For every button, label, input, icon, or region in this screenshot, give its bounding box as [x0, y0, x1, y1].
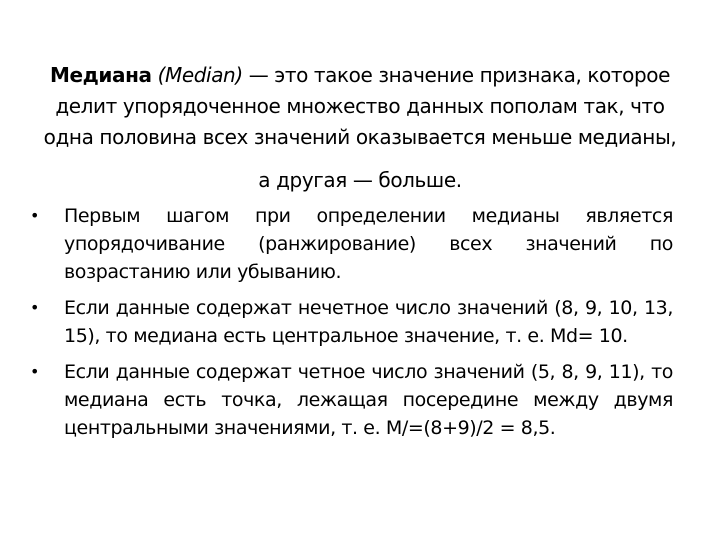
bullet-icon: • — [30, 298, 40, 317]
bullet-list — [30, 202, 673, 450]
bullet-text: Если данные содержат нечетное число значений (8, 9, 10, 13, 15), то медиана есть центральное значение, т. е. Md= 10. — [64, 297, 673, 347]
bullet-item-odd — [30, 294, 673, 350]
definition-tail: а другая — больше. — [258, 168, 462, 192]
bullet-icon: • — [30, 362, 40, 381]
definition-term: Медиана — [49, 63, 152, 87]
definition-paragraph — [40, 60, 680, 153]
definition-term-english: (Median) — [157, 63, 243, 87]
bullet-item-even — [30, 358, 673, 442]
bullet-text: Если данные содержат четное число значений (5, 8, 9, 11), то медиана есть точка, лежащая посередине между двумя центральными значениями, т. е. М/=(8+9)/2 = 8,5. — [64, 361, 673, 439]
bullet-item-ranking — [30, 202, 673, 286]
definition-text: — это такое значение признака, которое делит упорядоченное множество данных пополам так, что одна половина всех значений оказывается меньше медианы, — [43, 63, 677, 149]
bullet-icon: • — [30, 206, 40, 225]
bullet-text: Первым шагом при определении медианы является упорядочивание (ранжирование) всех значений по возрастанию или убыванию. — [64, 205, 673, 283]
